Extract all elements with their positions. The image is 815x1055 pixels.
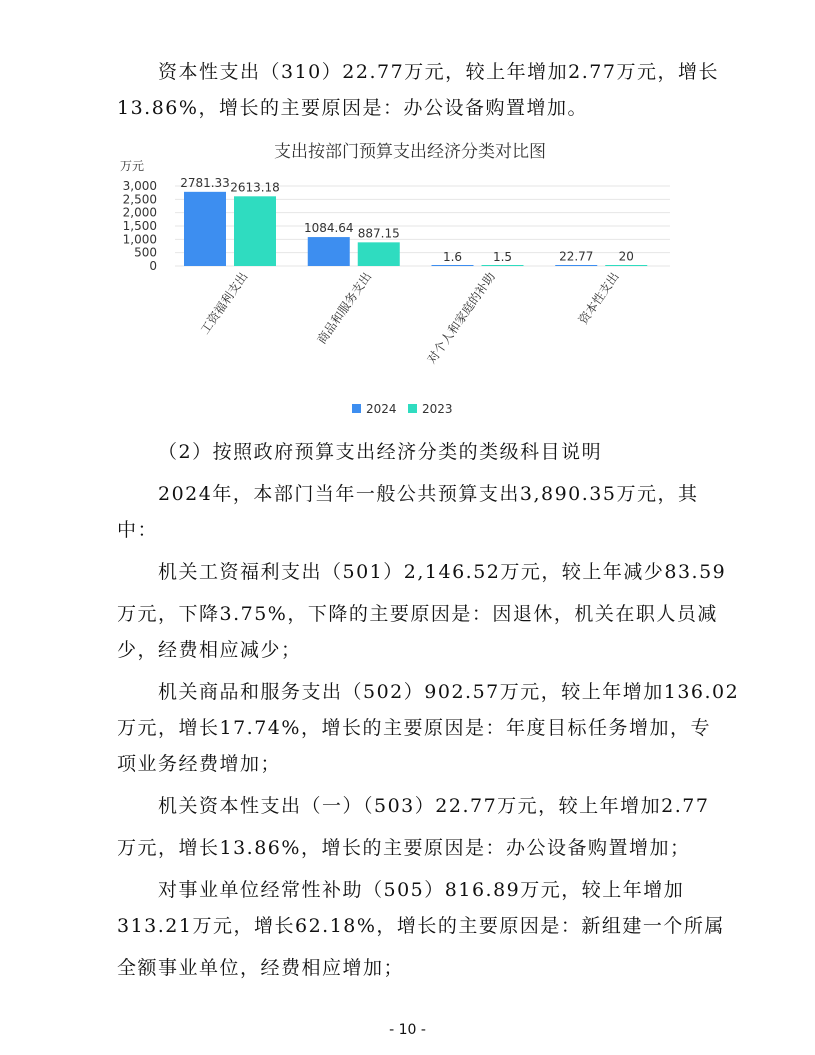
- bar-value-label: 20: [618, 249, 634, 264]
- y-tick-label: 1,500: [122, 219, 157, 233]
- paragraph-line: 对事业单位经常性补助（505）816.89万元，较上年增加: [158, 879, 685, 901]
- y-tick-label: 2,000: [122, 205, 157, 220]
- bar-2023-1: [234, 196, 276, 266]
- y-tick-label: 3,000: [122, 179, 157, 193]
- bar-2023-4: [605, 265, 647, 266]
- bar-value-label: 887.15: [357, 226, 400, 241]
- category-label: 商品和服务支出: [314, 269, 375, 347]
- paragraph-line: 313.21万元，增长62.18%，增长的主要原因是：新组建一个所属: [117, 915, 725, 937]
- y-tick-label: 500: [134, 245, 157, 260]
- bar-2024-1: [184, 192, 226, 266]
- bar-value-label: 2781.33: [180, 175, 230, 190]
- bar-2023-3: [482, 265, 524, 266]
- page-number: - 10 -: [389, 1022, 426, 1038]
- paragraph-line: 资本性支出（310）22.77万元，较上年增加2.77万元，增长: [158, 61, 719, 83]
- legend-swatch-2023: [408, 404, 417, 413]
- category-label: 工资福利支出: [197, 269, 251, 337]
- bar-value-label: 22.77: [559, 249, 594, 264]
- paragraph-line: 机关资本性支出（一）（503）22.77万元，较上年增加2.77: [158, 795, 710, 817]
- y-tick-label: 2,500: [122, 192, 157, 207]
- category-label: 对个人和家庭的补助: [424, 269, 498, 367]
- bar-2024-3: [432, 265, 474, 266]
- bar-2024-2: [308, 237, 350, 266]
- paragraph-line: 万元，增长13.86%，增长的主要原因是：办公设备购置增加；: [117, 837, 691, 859]
- paragraph-line: 机关商品和服务支出（502）902.57万元，较上年增加136.02: [158, 681, 740, 703]
- expenditure-bar-chart: [110, 135, 680, 425]
- paragraph-line: 少，经费相应减少；: [117, 639, 302, 661]
- paragraph-line: 2024年，本部门当年一般公共预算支出3,890.35万元，其: [158, 483, 699, 505]
- bar-value-label: 1084.64: [303, 221, 354, 236]
- paragraph-line: 万元，下降3.75%，下降的主要原因是：因退休，机关在职人员减: [117, 603, 718, 625]
- paragraph-line: 机关工资福利支出（501）2,146.52万元，较上年减少83.59: [158, 561, 727, 583]
- legend-label-2024: 2024: [366, 402, 397, 416]
- bar-value-label: 2613.18: [230, 180, 280, 195]
- paragraph-line: （2）按照政府预算支出经济分类的类级科目说明: [158, 441, 603, 463]
- paragraph-line: 中：: [117, 519, 159, 541]
- y-tick-label: 1,000: [122, 232, 157, 247]
- legend-swatch-2024: [352, 404, 361, 413]
- category-label: 资本性支出: [575, 269, 622, 327]
- bar-2024-4: [555, 265, 597, 266]
- paragraph-line: 万元，增长17.74%，增长的主要原因是：年度目标任务增加，专: [117, 717, 711, 739]
- y-axis-unit-label: 万元: [119, 159, 145, 173]
- y-tick-label: 0: [149, 259, 157, 273]
- bar-value-label: 1.5: [492, 249, 513, 264]
- legend-label-2023: 2023: [422, 402, 453, 416]
- paragraph-line: 全额事业单位，经费相应增加；: [117, 957, 405, 979]
- chart-title: 支出按部门预算支出经济分类对比图: [274, 142, 546, 162]
- bar-value-label: 1.6: [442, 249, 463, 264]
- bar-2023-2: [358, 242, 400, 266]
- paragraph-line: 项业务经费增加；: [117, 753, 282, 775]
- paragraph-line: 13.86%，增长的主要原因是：办公设备购置增加。: [117, 97, 588, 119]
